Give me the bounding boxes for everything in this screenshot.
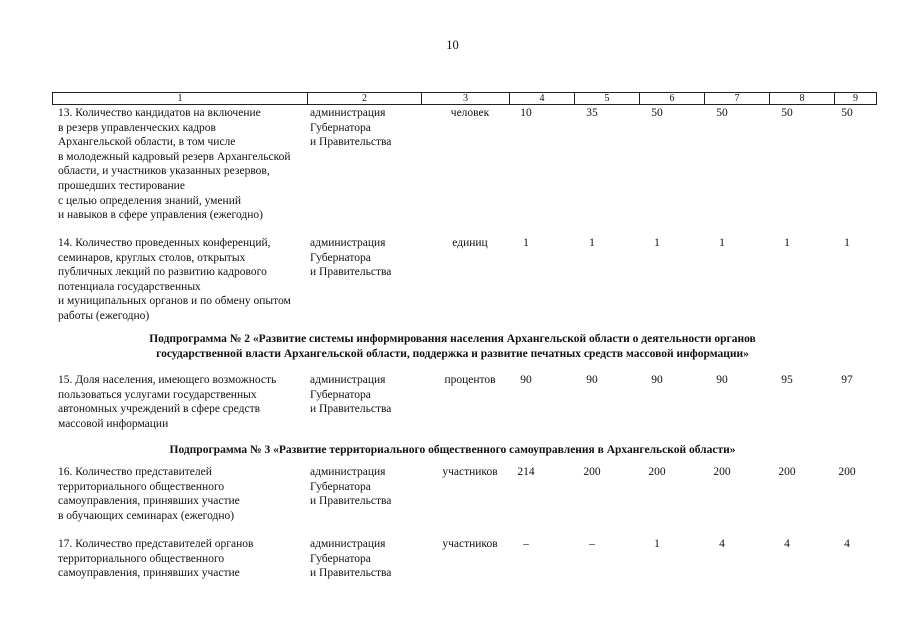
- value-cell: 50: [651, 107, 663, 119]
- value-cell: 10: [520, 107, 532, 119]
- value-cell: 200: [778, 466, 796, 478]
- indicator-name: 16. Количество представителей территориального общественного самоуправления, принявших участие в обучающих семинарах (ежегодно): [58, 466, 240, 522]
- value-cell: 4: [784, 538, 790, 550]
- value-cell: 50: [781, 107, 793, 119]
- value-cell: 90: [651, 374, 663, 386]
- column-number-7: 7: [704, 93, 769, 104]
- value-cell: 1: [654, 538, 660, 550]
- page-number: 10: [446, 38, 459, 52]
- responsible-executor: администрация Губернатора и Правительства: [310, 237, 392, 279]
- value-cell: 90: [716, 374, 728, 386]
- column-number-5: 5: [574, 93, 639, 104]
- column-number-3: 3: [421, 93, 509, 104]
- value-cell: 1: [589, 237, 595, 249]
- responsible-executor: администрация Губернатора и Правительства: [310, 538, 392, 580]
- value-cell: 35: [586, 107, 598, 119]
- subprogram-heading: Подпрограмма № 2 «Развитие системы информирования населения Архангельской области о деятельности органов государственной власти Архангельской области, поддержка и развитие печатных средств массовой информации»: [149, 333, 756, 360]
- value-cell: 200: [713, 466, 731, 478]
- value-cell: 1: [719, 237, 725, 249]
- indicator-name: 13. Количество кандидатов на включение в резерв управленческих кадров Архангельской области, в том числе в молодежный кадровый резерв Архангельской области, и участников указанных резервов, прошедших тестирование с целью определения знаний, умений и навыков в сфере управления (ежегодно): [58, 107, 291, 222]
- column-number-9: 9: [834, 93, 876, 104]
- value-cell: 4: [719, 538, 725, 550]
- value-cell: 95: [781, 374, 793, 386]
- indicator-name: 17. Количество представителей органов территориального общественного самоуправления, принявших участие: [58, 538, 254, 580]
- value-cell: –: [589, 538, 595, 550]
- column-number-8: 8: [769, 93, 834, 104]
- value-cell: 50: [841, 107, 853, 119]
- value-cell: 1: [654, 237, 660, 249]
- column-number-4: 4: [509, 93, 574, 104]
- value-cell: 90: [520, 374, 532, 386]
- unit-of-measure: участников: [442, 538, 498, 550]
- responsible-executor: администрация Губернатора и Правительства: [310, 107, 392, 149]
- value-cell: 200: [583, 466, 601, 478]
- value-cell: 214: [517, 466, 535, 478]
- responsible-executor: администрация Губернатора и Правительства: [310, 374, 392, 416]
- column-number-2: 2: [307, 93, 421, 104]
- value-cell: 97: [841, 374, 853, 386]
- responsible-executor: администрация Губернатора и Правительства: [310, 466, 392, 508]
- value-cell: 1: [784, 237, 790, 249]
- value-cell: 50: [716, 107, 728, 119]
- value-cell: 1: [844, 237, 850, 249]
- value-cell: –: [523, 538, 529, 550]
- unit-of-measure: человек: [450, 107, 490, 119]
- column-number-1: 1: [177, 93, 183, 104]
- value-cell: 90: [586, 374, 598, 386]
- column-number-6: 6: [639, 93, 704, 104]
- value-cell: 200: [648, 466, 666, 478]
- unit-of-measure: единиц: [452, 237, 488, 249]
- indicator-name: 14. Количество проведенных конференций, семинаров, круглых столов, открытых публичных лекций по развитию кадрового потенциала государственных и муниципальных органов и по обмену опытом работы (ежегодно): [58, 237, 291, 322]
- unit-of-measure: участников: [442, 466, 498, 478]
- value-cell: 200: [838, 466, 856, 478]
- indicator-name: 15. Доля населения, имеющего возможность пользоваться услугами государственных автономных учреждений в сфере средств массовой информации: [58, 374, 277, 430]
- value-cell: 4: [844, 538, 850, 550]
- subprogram-heading: Подпрограмма № 3 «Развитие территориального общественного самоуправления в Архангельской области»: [169, 444, 736, 456]
- table-header: [52, 92, 877, 105]
- value-cell: 1: [523, 237, 529, 249]
- unit-of-measure: процентов: [444, 374, 496, 386]
